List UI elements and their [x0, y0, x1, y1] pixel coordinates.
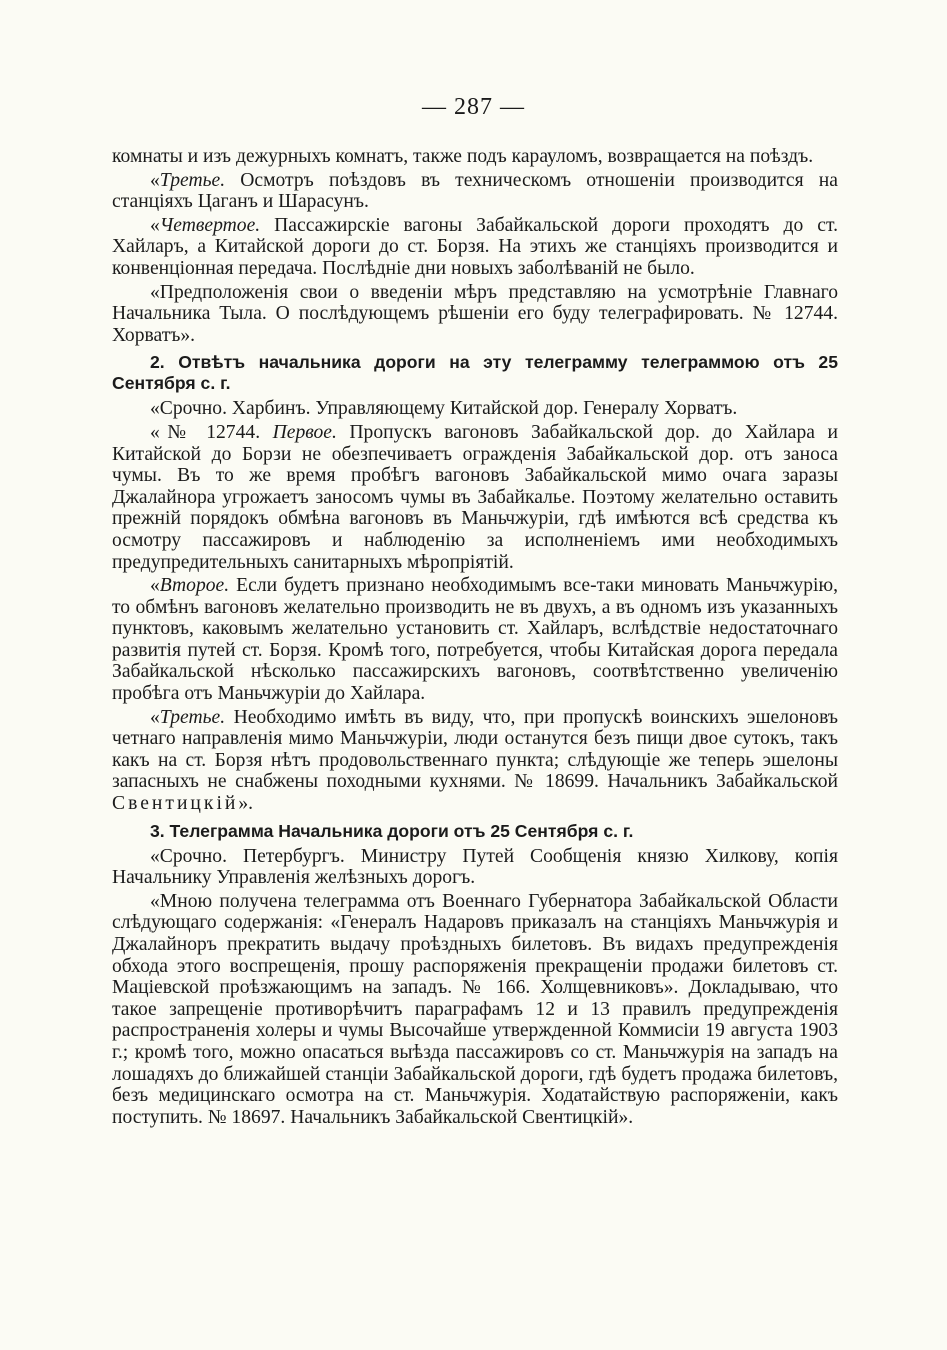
paragraph: «Срочно. Харбинъ. Управляющему Китайской дор. Генералу Хорватъ.	[150, 398, 738, 420]
emphasis: Первое.	[272, 421, 337, 443]
paragraph: «№ 12744. Первое. Пропускъ вагоновъ Забайкальской дор. до Хайлара и Китайской до Борзи не обезпечиваетъ огражденія Забайкальской дор. отъ заноса чумы. Въ то же время пробѣгъ вагоновъ Забайкальской мимо очага заразы Джалайнора угрожаетъ заносомъ чумы въ Забайкалье. Поэтому желательно оставить прежній порядокъ обмѣна вагоновъ въ Маньчжуріи, гдѣ имѣются всѣ средства къ осмотру пассажировъ и наблюденію за исполненіемъ ими необходимыхъ предупредительныхъ санитарныхъ мѣропріятій.	[112, 421, 838, 573]
paragraph: «Третье. Необходимо имѣть въ виду, что, при пропускѣ воинскихъ эшелоновъ четнаго направленія мимо Маньчжуріи, люди останутся безъ пищи двое сутокъ, такъ какъ на ст. Борзя нѣтъ продовольственнаго пункта; слѣдующіе же теперь эшелоны запасныхъ не снабжены походными кухнями. № 18699. Начальникъ Забайкальской Свентицкій».	[112, 706, 838, 815]
paragraph: «Предположенія свои о введеніи мѣръ представляю на усмотрѣніе Главнаго Начальника Тыла. О послѣдующемъ рѣшеніи его буду телеграфировать. № 12744. Хорватъ».	[112, 281, 838, 346]
page-number: — 287 —	[422, 94, 525, 120]
paragraph: «Срочно. Петербургъ. Министру Путей Сообщенія князю Хилкову, копія Начальнику Управленія желѣзныхъ дорогъ.	[112, 845, 838, 889]
paragraph: «Мною получена телеграмма отъ Военнаго Губернатора Забайкальской Области слѣдующаго содержанія: «Генералъ Надаровъ приказалъ на станціяхъ Маньчжурія и Джалайноръ прекратить выдачу проѣздныхъ билетовъ. Въ видахъ предупрежденія обхода этого воспрещенія, прошу распоряженія прекращеніи продажи билетовъ ст. Маціевской проѣзжающимъ на западъ. № 166. Холщевниковъ». Докладываю, что такое запрещеніе противорѣчитъ параграфамъ 12 и 13 правилъ предупрежденія распространенія холеры и чумы Высочайше утвержденной Коммисіи 19 августа 1903 г.; кромѣ того, можно опасаться выѣзда пассажировъ со ст. Маньчжурія на западъ на лошадяхъ до ближайшей станціи Забайкальской дороги, гдѣ будетъ продажа билетовъ, безъ медицинскаго осмотра на ст. Маньчжурія. Ходатайствую распоряженіи, какъ поступить. № 18697. Начальникъ Забайкальской Свентицкій».	[112, 890, 838, 1128]
emphasis: Второе.	[159, 575, 230, 597]
paragraph: «Третье. Осмотръ поѣздовъ въ техническомъ отношеніи производится на станціяхъ Цаганъ и Шарасунъ.	[112, 169, 838, 213]
paragraph: комнаты и изъ дежурныхъ комнатъ, также подъ карауломъ, возвращается на поѣздъ.	[112, 146, 814, 167]
text-column	[112, 146, 838, 1128]
spaced-signature: Свентицкій	[112, 793, 239, 815]
paragraph: «Четвертое. Пассажирскіе вагоны Забайкальской дороги проходятъ до ст. Хайларъ, а Китайской дороги до ст. Борзя. На этихъ же станціяхъ производится и конвенціонная передача. Послѣдніе дни новыхъ заболѣваній не было.	[112, 214, 838, 279]
section-heading: 3. Телеграмма Начальника дороги отъ 25 Сентября с. г.	[150, 820, 634, 841]
section-heading: 2. Отвѣтъ начальника дороги на эту телеграмму телеграммою отъ 25 Сентября с. г.	[112, 352, 838, 394]
emphasis: Четвертое.	[159, 214, 261, 236]
paragraph: «Второе. Если будетъ признано необходимымъ все-таки миновать Маньчжурію, то обмѣнъ вагоновъ желательно производить не въ двухъ, а въ одномъ изъ указанныхъ пунктовъ, каковымъ желательно установить ст. Хайларъ, вслѣдствіе недостаточнаго развитія путей ст. Борзя. Кромѣ того, потребуется, чтобы Китайская дорога передала Забайкальской нѣсколько пассажирскихъ вагоновъ, соотвѣтственно увеличенію пробѣга отъ Маньчжуріи до Хайлара.	[112, 575, 838, 705]
emphasis: Третье.	[159, 169, 226, 191]
emphasis: Третье.	[159, 706, 226, 728]
